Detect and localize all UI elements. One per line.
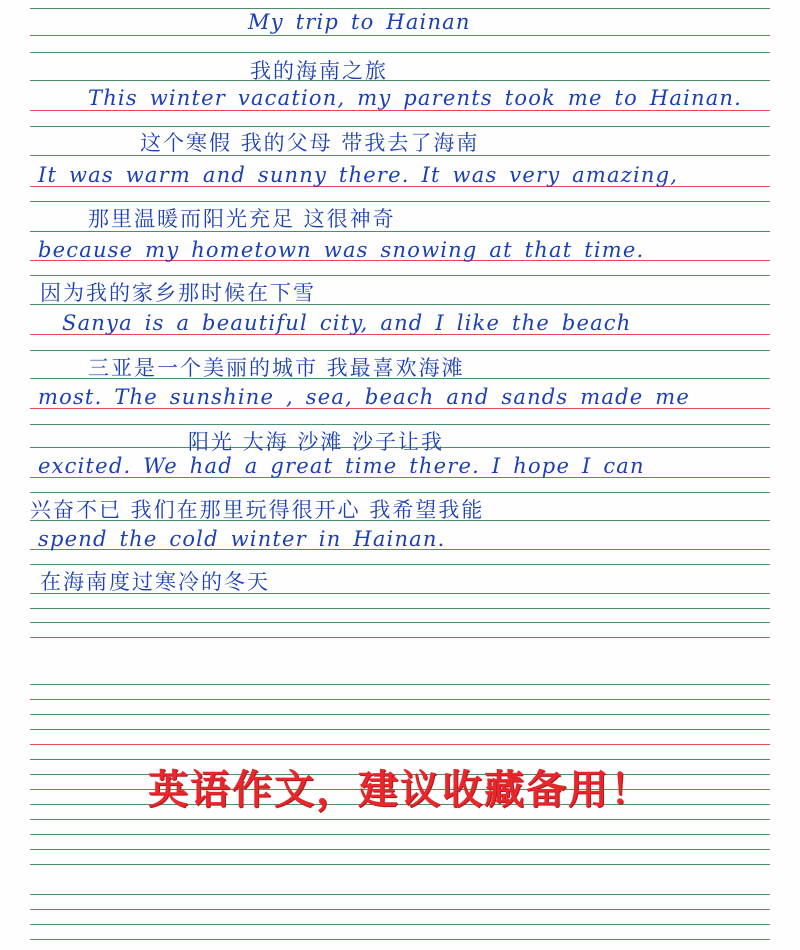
- handwriting-line-english: excited. We had a great time there. I hope I can: [38, 454, 645, 478]
- handwriting-line-english: most. The sunshine , sea, beach and sands made me: [38, 385, 691, 409]
- ruled-line: [30, 110, 770, 111]
- ruled-line: [30, 564, 770, 565]
- ruled-line: [30, 275, 770, 276]
- handwriting-line-english: Sanya is a beautiful city, and I like the beach: [62, 311, 632, 335]
- ruled-line: [30, 924, 770, 925]
- handwriting-line-english: My trip to Hainan: [248, 10, 471, 34]
- handwriting-line-chinese: 在海南度过寒冷的冬天: [40, 570, 270, 594]
- ruled-line: [30, 684, 770, 685]
- ruled-line: [30, 201, 770, 202]
- ruled-line: [30, 350, 770, 351]
- ruled-line: [30, 622, 770, 623]
- ruled-line: [30, 744, 770, 745]
- ruled-line: [30, 894, 770, 895]
- ruled-line: [30, 729, 770, 730]
- ruled-line: [30, 864, 770, 865]
- handwriting-line-english: spend the cold winter in Hainan.: [38, 527, 446, 551]
- ruled-line: [30, 8, 770, 9]
- ruled-line: [30, 637, 770, 638]
- handwriting-line-chinese: 因为我的家乡那时候在下雪: [40, 281, 316, 305]
- ruled-line: [30, 608, 770, 609]
- ruled-line: [30, 492, 770, 493]
- ruled-line: [30, 909, 770, 910]
- handwriting-line-english: This winter vacation, my parents took me to Hainan.: [88, 86, 743, 110]
- handwriting-line-english: because my hometown was snowing at that time.: [38, 238, 645, 262]
- handwriting-line-chinese: 这个寒假 我的父母 带我去了海南: [140, 131, 480, 155]
- handwriting-line-english: It was warm and sunny there. It was very amazing,: [38, 163, 679, 187]
- ruled-line: [30, 819, 770, 820]
- handwriting-line-chinese: 三亚是一个美丽的城市 我最喜欢海滩: [88, 356, 465, 380]
- ruled-line: [30, 714, 770, 715]
- handwriting-line-chinese: 我的海南之旅: [250, 59, 388, 83]
- promo-banner: 英语作文，建议收藏备用！: [148, 767, 652, 813]
- ruled-line: [30, 35, 770, 36]
- handwriting-line-chinese: 兴奋不已 我们在那里玩得很开心 我希望我能: [30, 498, 485, 522]
- handwriting-line-chinese: 那里温暖而阳光充足 这很神奇: [88, 207, 396, 231]
- ruled-line: [30, 52, 770, 53]
- ruled-line: [30, 834, 770, 835]
- ruled-line: [30, 939, 770, 940]
- handwriting-line-chinese: 阳光 大海 沙滩 沙子让我: [188, 430, 445, 454]
- ruled-line: [30, 424, 770, 425]
- ruled-line: [30, 80, 770, 81]
- ruled-line: [30, 699, 770, 700]
- ruled-line: [30, 849, 770, 850]
